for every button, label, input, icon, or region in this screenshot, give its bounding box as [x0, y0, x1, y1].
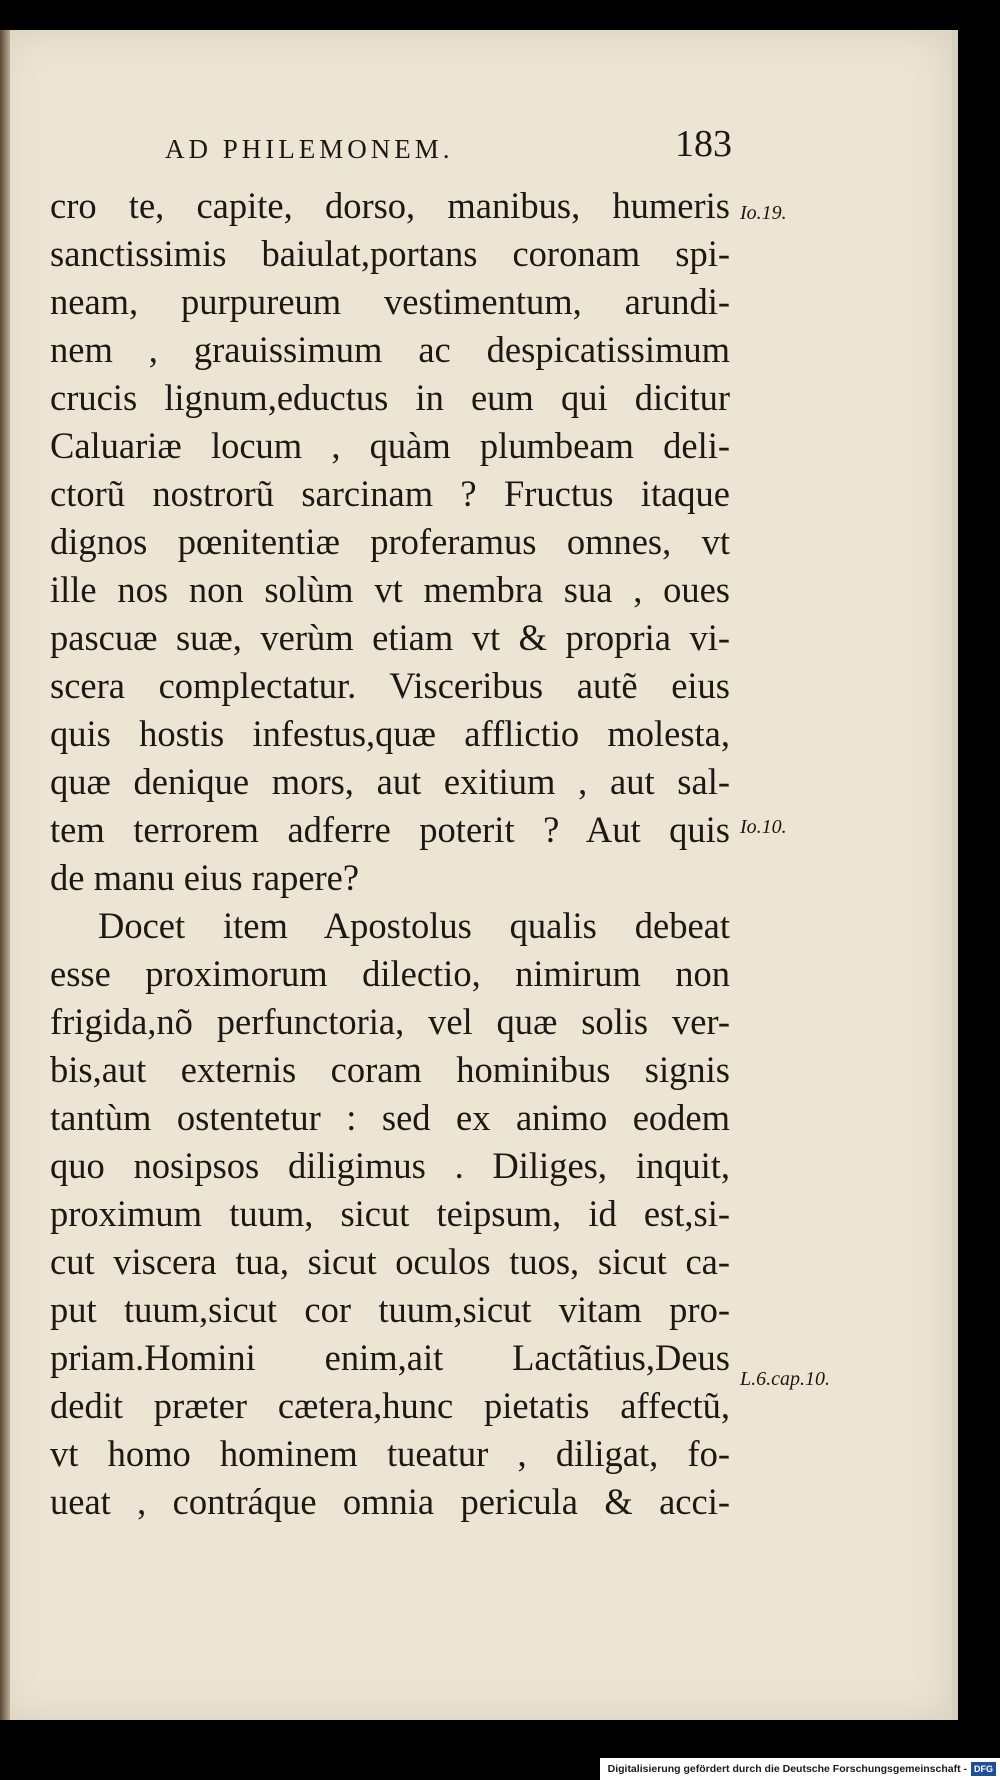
running-title: AD PHILEMONEM. [165, 134, 454, 164]
text-line: crucis lignum,eductus in eum qui dicitur [50, 377, 730, 418]
text-line: frigida,nõ perfunctoria, vel quæ solis ver- [50, 1001, 730, 1042]
text-line: scera complectatur. Visceribus autẽ eius [50, 665, 730, 706]
text-line: quis hostis infestus,quæ afflictio molesta, [50, 713, 730, 754]
paragraph-end-line: de manu eius rapere? [50, 857, 360, 898]
text-line: vt homo hominem tueatur , diligat, fo- [50, 1433, 730, 1474]
credit-text: Digitalisierung gefördert durch die Deutsche Forschungsgemeinschaft - [607, 1763, 967, 1775]
text-line: esse proximorum dilectio, nimirum non [50, 953, 730, 994]
text-line: dedit præter cætera,hunc pietatis affectũ, [50, 1385, 730, 1426]
text-line: ueat , contráque omnia pericula & acci- [50, 1481, 730, 1522]
text-line: quo nosipsos diligimus . Diliges, inquit, [50, 1145, 730, 1186]
body-text [50, 182, 730, 1526]
marginal-note-io-19: Io.19. [740, 202, 787, 224]
text-line: quæ denique mors, aut exitium , aut sal- [50, 761, 730, 802]
text-line: sanctissimis baiulat,portans coronam spi- [50, 233, 730, 274]
text-line: ctorũ nostrorũ sarcinam ? Fructus itaque [50, 473, 730, 514]
text-line: tem terrorem adferre poterit ? Aut quis [50, 809, 730, 850]
marginal-note-io-10: Io.10. [740, 816, 787, 838]
book-page [0, 30, 958, 1720]
text-line: Caluariæ locum , quàm plumbeam deli- [50, 425, 730, 466]
text-line: cro te, capite, dorso, manibus, humeris [50, 185, 730, 226]
paragraph-start-line: Docet item Apostolus qualis debeat [98, 905, 730, 946]
text-line: bis,aut externis coram hominibus signis [50, 1049, 730, 1090]
digitization-credit [600, 1758, 1000, 1780]
text-line: neam, purpureum vestimentum, arundi- [50, 281, 730, 322]
marginal-note-lactantius: L.6.cap.10. [740, 1368, 830, 1390]
text-line: proximum tuum, sicut teipsum, id est,si- [50, 1193, 730, 1234]
text-line: nem , grauissimum ac despicatissimum [50, 329, 730, 370]
text-line: pascuæ suæ, verùm etiam vt & propria vi- [50, 617, 730, 658]
dfg-logo: DFG [971, 1762, 996, 1776]
text-line: cut viscera tua, sicut oculos tuos, sicut ca- [50, 1241, 730, 1282]
text-line: put tuum,sicut cor tuum,sicut vitam pro- [50, 1289, 730, 1330]
page-binding-edge [0, 30, 10, 1720]
text-line: dignos pœnitentiæ proferamus omnes, vt [50, 521, 730, 562]
running-head [165, 122, 732, 172]
text-line: tantùm ostentetur : sed ex animo eodem [50, 1097, 730, 1138]
text-line: ille nos non solùm vt membra sua , oues [50, 569, 730, 610]
page-number: 183 [675, 123, 732, 165]
text-line: priam.Homini enim,ait Lactãtius,Deus [50, 1337, 730, 1378]
